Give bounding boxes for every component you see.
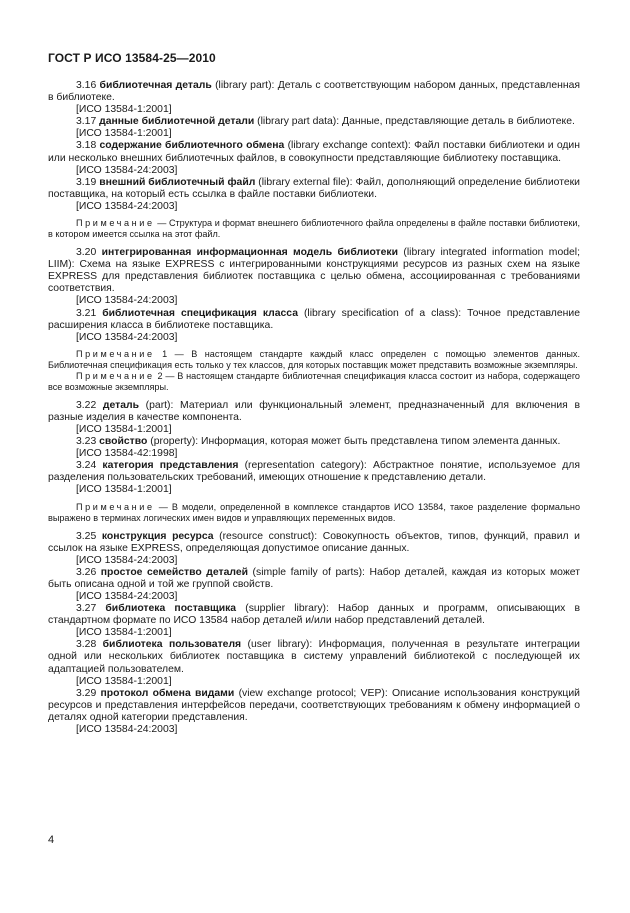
definitions-content: [48, 80, 580, 736]
definition-number: 3.21: [76, 307, 103, 319]
definition-source: [ИСО 13584-24:2003]: [76, 724, 178, 736]
definition-entry: [48, 603, 580, 627]
definition-note: [48, 218, 580, 240]
definition-text: (library part): Деталь с соответствующим набором данных, представленная в библиотеке.: [48, 80, 580, 104]
page-number: 4: [48, 834, 55, 846]
definition-text: (library integrated information model; LIIM): Схема на языке EXPRESS с интегрированными конструкциями ресурсов из разных схем на языке EXPRESS для представления библиотек поставщика с целью обмена, ассоциированная с требованиями соответствия.: [48, 247, 580, 295]
definition-number: 3.23: [76, 436, 100, 448]
definition-note: [48, 502, 580, 524]
note-label: Примечание: [76, 218, 155, 229]
definition-source: [ИСО 13584-24:2003]: [76, 164, 178, 176]
definition-source: [ИСО 13584-1:2001]: [76, 128, 172, 140]
definition-number: 3.20: [76, 247, 102, 259]
definition-entry: [48, 80, 580, 104]
definition-text: (library part data): Данные, представляющие деталь в библиотеке.: [254, 116, 575, 128]
definition-source: [ИСО 13584-24:2003]: [76, 295, 178, 307]
definition-term: свойство: [99, 436, 148, 448]
definition-note: [48, 371, 580, 393]
definition-term: деталь: [102, 399, 139, 411]
definition-number: 3.24: [76, 460, 103, 472]
note-label: Примечание: [76, 348, 155, 359]
definition-number: 3.22: [76, 399, 103, 411]
definition-entry: [48, 688, 580, 724]
note-number: 1: [154, 348, 168, 359]
definition-number: 3.26: [76, 566, 101, 578]
definition-term: протокол обмена видами: [100, 687, 235, 699]
definition-source: [ИСО 13584-24:2003]: [76, 554, 178, 566]
definition-source: [ИСО 13584-24:2003]: [76, 200, 178, 212]
definition-term: библиотека поставщика: [105, 603, 237, 615]
definition-source: [ИСО 13584-24:2003]: [76, 331, 178, 343]
definition-text: (resource construct): Совокупность объектов, типов, функций, правил и ссылок на языке EXPRESS, определяющая допустимое описание данных.: [48, 530, 580, 554]
definition-source: [ИСО 13584-1:2001]: [76, 627, 172, 639]
definition-entry: [48, 400, 580, 424]
definition-number: 3.19: [76, 176, 100, 188]
definition-text: (library exchange context): Файл поставки библиотеки и один или несколько внешних библиотечных файлов, в совокупности представляющие библиотеку поставщика.: [48, 140, 580, 164]
definition-entry: [48, 308, 580, 332]
definition-number: 3.27: [76, 603, 106, 615]
definition-source: [ИСО 13584-1:2001]: [76, 484, 172, 496]
definition-source: [ИСО 13584-24:2003]: [76, 591, 178, 602]
definition-entry: [48, 116, 580, 128]
definition-text: (user library): Информация, полученная в результате интеграции одной или нескольких библиотек поставщика в систему управлений библиотекой с последующей их адаптацией пользователем.: [48, 639, 580, 675]
definition-number: 3.29: [76, 687, 101, 699]
definition-text: (library external file): Файл, дополняющий определение библиотеки поставщика, на который есть ссылка в файле поставки библиотеки.: [48, 176, 580, 200]
definition-number: 3.16: [76, 80, 100, 91]
note-label: Примечание: [76, 501, 155, 512]
definition-entry: [48, 531, 580, 555]
definition-entry: [48, 460, 580, 484]
definition-number: 3.25: [76, 530, 102, 542]
definition-term: библиотечная спецификация класса: [102, 307, 298, 319]
note-text: — В модели, определенной в комплексе стандартов ИСО 13584, такое разделение формально выражено в терминах логических имен видов и управляющих переменных видов.: [48, 501, 580, 523]
definition-number: 3.18: [76, 140, 100, 152]
definition-text: (representation category): Абстрактное понятие, используемое для разделения пользовательских требований, имеющих отношение к представлению детали.: [48, 460, 580, 484]
definition-term: интегрированная информационная модель библиотеки: [101, 247, 399, 259]
note-text: — Структура и формат внешнего библиотечного файла определены в файле поставки библиотеки, в котором имеется ссылка на этот файл.: [48, 218, 580, 240]
definition-term: категория представления: [102, 460, 239, 472]
definition-term: содержание библиотечного обмена: [99, 140, 285, 152]
definition-term: внешний библиотечный файл: [99, 176, 256, 188]
definition-entry: [48, 567, 580, 591]
note-text: — В настоящем стандарте библиотечная спецификация класса состоит из набора, содержащего все возможные экземпляры.: [48, 370, 580, 392]
definition-term: библиотека пользователя: [102, 639, 242, 651]
note-label: Примечание: [76, 370, 155, 381]
note-number: 2: [154, 370, 163, 381]
definition-entry: [48, 247, 580, 295]
definition-text: (library specification of a class): Точное представление расширения класса в библиотеке поставщика.: [48, 307, 580, 331]
definition-note: [48, 349, 580, 371]
definition-source: [ИСО 13584-1:2001]: [76, 423, 172, 435]
definition-source: [ИСО 13584-1:2001]: [76, 675, 172, 687]
definition-source: [ИСО 13584-1:2001]: [76, 104, 172, 116]
definition-text: (simple family of parts): Набор деталей, каждая из которых может быть описана одной и той же группой свойств.: [48, 566, 580, 590]
definition-source: [ИСО 13584-42:1998]: [76, 448, 178, 460]
definition-term: простое семейство деталей: [100, 566, 249, 578]
note-text: — В настоящем стандарте каждый класс определен с помощью элементов данных. Библиотечная спецификация есть только у тех классов, для которых поставщик может представить возможные экземпляры.: [48, 348, 580, 370]
definition-text: (supplier library): Набор данных и программ, описывающих в стандартном формате по ИСО 13584 набор деталей и/или набор представлений деталей.: [48, 603, 580, 627]
definition-text: (property): Информация, которая может быть представлена типом элемента данных.: [147, 436, 561, 448]
definition-entry: [48, 177, 580, 201]
definition-text: (view exchange protocol; VEP): Описание использования конструкций ресурсов и представления интерфейсов передачи, соответствующих требованиям к обмену информацией о деталях одной категории представления.: [48, 687, 580, 723]
definition-entry: [48, 436, 580, 448]
definition-text: (part): Материал или функциональный элемент, предназначенный для включения в разные изделия в качестве компонента.: [48, 399, 580, 423]
definition-entry: [48, 140, 580, 164]
definition-term: данные библиотечной детали: [99, 116, 255, 128]
definition-term: библиотечная деталь: [99, 80, 212, 91]
definition-number: 3.17: [76, 116, 100, 128]
definition-number: 3.28: [76, 639, 103, 651]
document-header: ГОСТ Р ИСО 13584-25—2010: [48, 51, 216, 65]
definition-entry: [48, 639, 580, 675]
definition-term: конструкция ресурса: [101, 530, 214, 542]
